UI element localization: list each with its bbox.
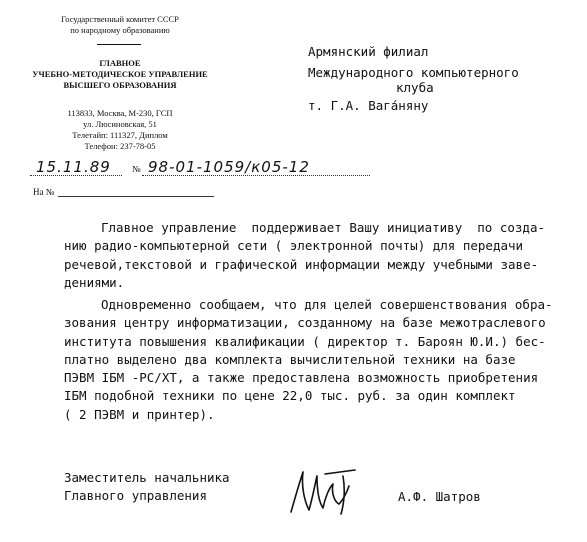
addressee-line: клуба (396, 80, 434, 95)
body-paragraph-1 (64, 219, 579, 292)
number-handwritten: 98-01-1059/к05-12 (148, 158, 310, 176)
number-underline (142, 175, 370, 176)
number-label: № (132, 164, 141, 174)
addressee-line: Армянский филиал (308, 44, 429, 59)
role-line: Заместитель начальника (64, 470, 230, 485)
letterhead-committee (20, 14, 220, 36)
date-handwritten: 15.11.89 (36, 158, 111, 176)
department-line: ГЛАВНОЕ (99, 58, 141, 68)
text-line: речевой,текстовой и графической информации между учебными заве- (64, 256, 539, 272)
na-label: На № (33, 187, 55, 197)
signer-name: А.Ф. Шатров (398, 489, 481, 504)
department-line: УЧЕБНО-МЕТОДИЧЕСКОЕ УПРАВЛЕНИЕ (32, 69, 208, 79)
addressee-line: Международного компьютерного (308, 65, 519, 80)
letterhead-department (20, 58, 220, 91)
signer-role (64, 469, 230, 505)
addressee-line: т. Г.А. Вага́няну (308, 98, 429, 113)
handwritten-signature (285, 462, 365, 522)
committee-line: Государственный комитет СССР (61, 14, 179, 24)
text-line: Одновременно сообщаем, что для целей совершенствования обра- (101, 297, 553, 312)
department-line: ВЫСШЕГО ОБРАЗОВАНИЯ (63, 80, 177, 90)
text-line: Главное управление поддерживает Вашу инициативу по созда- (101, 220, 546, 235)
text-line: IБМ подобной техники по цене 22,0 тыс. руб. за один комплект (64, 388, 516, 404)
text-line: дениями. (64, 274, 125, 290)
address-line: ул. Люсиновская, 51 (83, 119, 157, 129)
letterhead-contacts (20, 108, 220, 152)
text-line: ( 2 ПЭВМ и принтер). (64, 406, 215, 422)
phone-line: Телефон: 237-78-05 (84, 141, 156, 151)
date-underline (30, 175, 122, 176)
telegraph-line: Телетайп: 111327, Диплом (72, 130, 168, 140)
role-line: Главного управления (64, 488, 207, 503)
na-underline (58, 196, 214, 197)
reference-line (30, 158, 370, 178)
letterhead-rule (97, 44, 141, 45)
text-line: зования центру информатизации, созданному на базе межотраслевого (64, 315, 546, 331)
body-paragraph-2 (64, 296, 579, 424)
text-line: института повышения квалификации ( директор т. Бароян Ю.И.) бес- (64, 333, 546, 349)
address-line: 113833, Москва, М-230, ГСП (67, 108, 173, 118)
committee-line: по народному образованию (70, 25, 170, 35)
text-line: платно выделено два комплекта вычислительной техники на базе (64, 351, 516, 367)
text-line: ПЭВМ IБМ -РС/ХТ, а также предоставлена возможность приобретения (64, 370, 539, 386)
text-line: нию радио-компьютерной сети ( электронной почты) для передачи (64, 238, 524, 254)
